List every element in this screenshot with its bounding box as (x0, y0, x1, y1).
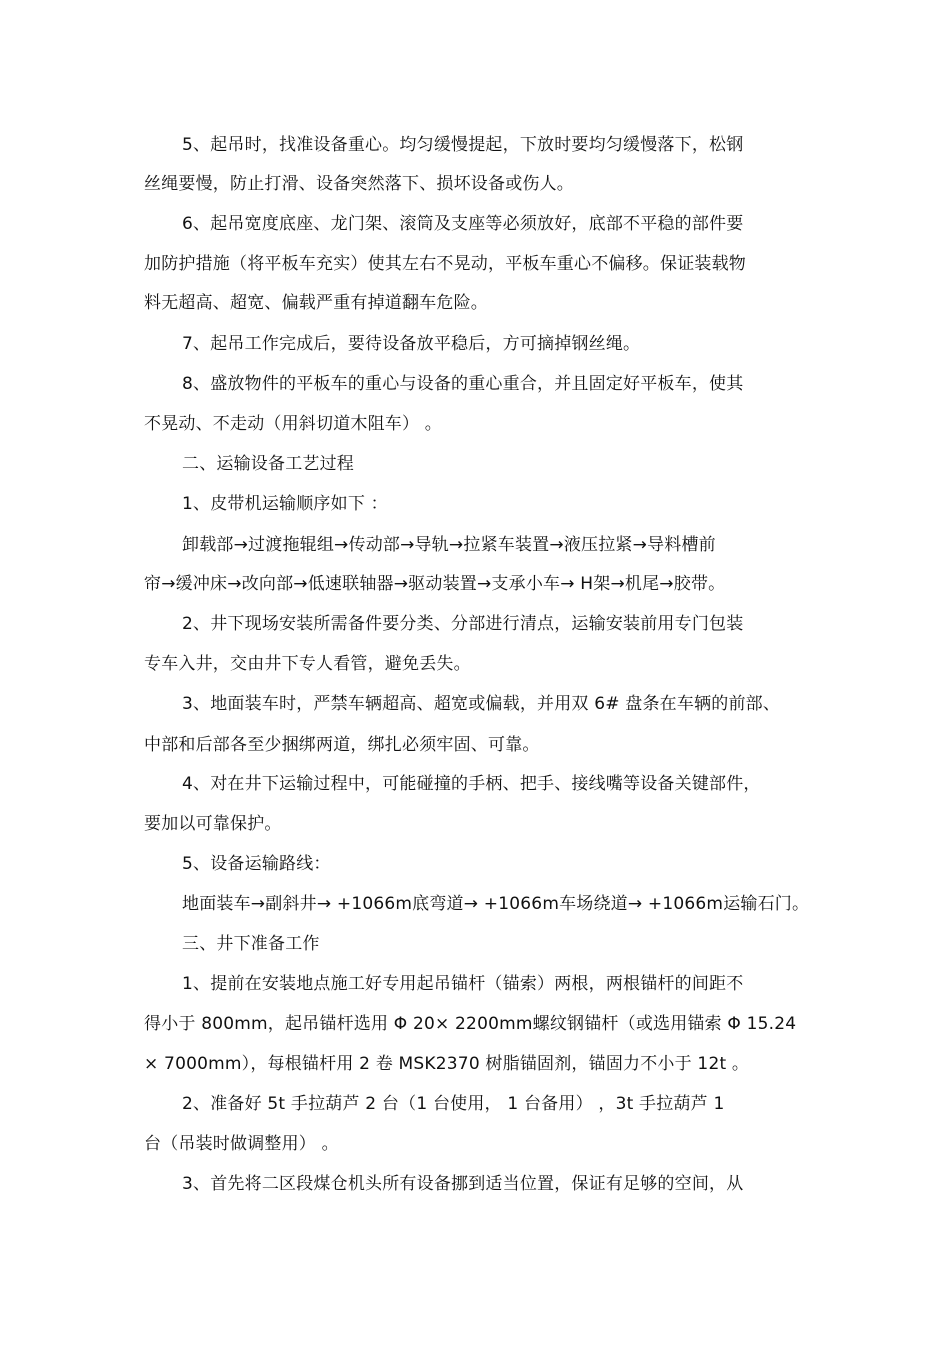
paragraph-line: 料无超高、超宽、偏载严重有掉道翻车危险。 (144, 293, 488, 313)
paragraph-line: × 7000mm），每根锚杆用 2 卷 MSK2370 树脂锚固剂，锚固力不小于 12t 。 (144, 1054, 750, 1074)
paragraph-line: 加防护措施（将平板车充实）使其左右不晃动，平板车重心不偏移。保证装载物 (144, 254, 746, 274)
paragraph-line: 卸载部→过渡拖辊组→传动部→导轨→拉紧车装置→液压拉紧→导料槽前 (182, 535, 716, 555)
paragraph-line: 地面装车→副斜井→ +1066m底弯道→ +1066m车场绕道→ +1066m运输石门。 (182, 894, 810, 914)
paragraph-line: 1、提前在安装地点施工好专用起吊锚杆（锚索）两根，两根锚杆的间距不 (182, 974, 744, 994)
paragraph-line: 2、井下现场安装所需备件要分类、分部进行清点，运输安装前用专门包装 (182, 614, 744, 634)
paragraph-line: 2、准备好 5t 手拉葫芦 2 台（1 台使用， 1 台备用） ，3t 手拉葫芦 1 (182, 1094, 725, 1114)
paragraph-line: 台（吊装时做调整用） 。 (144, 1134, 339, 1154)
paragraph-line: 3、地面装车时，严禁车辆超高、超宽或偏载，并用双 6# 盘条在车辆的前部、 (182, 694, 781, 714)
section-heading: 二、运输设备工艺过程 (182, 454, 354, 474)
paragraph-line: 5、设备运输路线： (182, 854, 331, 874)
paragraph-line: 1、皮带机运输顺序如下 ： (182, 494, 388, 514)
paragraph-line: 6、起吊宽度底座、龙门架、滚筒及支座等必须放好，底部不平稳的部件要 (182, 214, 744, 234)
paragraph-line: 不晃动、不走动（用斜切道木阻车） 。 (144, 414, 443, 434)
paragraph-line: 要加以可靠保护。 (144, 814, 282, 834)
paragraph-line: 8、盛放物件的平板车的重心与设备的重心重合，并且固定好平板车，使其 (182, 374, 744, 394)
paragraph-line: 丝绳要慢，防止打滑、设备突然落下、损坏设备或伤人。 (144, 174, 574, 194)
paragraph-line: 得小于 800mm，起吊锚杆选用 Φ 20× 2200mm螺纹钢锚杆（或选用锚索 Φ 15.24 (144, 1014, 797, 1034)
paragraph-line: 专车入井，交由井下专人看管，避免丢失。 (144, 654, 471, 674)
paragraph-line: 3、首先将二区段煤仓机头所有设备挪到适当位置，保证有足够的空间，从 (182, 1174, 744, 1194)
paragraph-line: 4、对在井下运输过程中，可能碰撞的手柄、把手、接线嘴等设备关键部件， (182, 774, 761, 794)
paragraph-line: 帘→缓冲床→改向部→低速联轴器→驱动装置→支承小车→ H架→机尾→胶带。 (144, 574, 726, 594)
paragraph-line: 7、起吊工作完成后，要待设备放平稳后，方可摘掉钢丝绳。 (182, 334, 641, 354)
paragraph-line: 中部和后部各至少捆绑两道，绑扎必须牢固、可靠。 (144, 735, 540, 755)
paragraph-line: 5、起吊时，找准设备重心。均匀缓慢提起，下放时要均匀缓慢落下，松钢 (182, 135, 744, 155)
section-heading: 三、井下准备工作 (182, 934, 320, 954)
